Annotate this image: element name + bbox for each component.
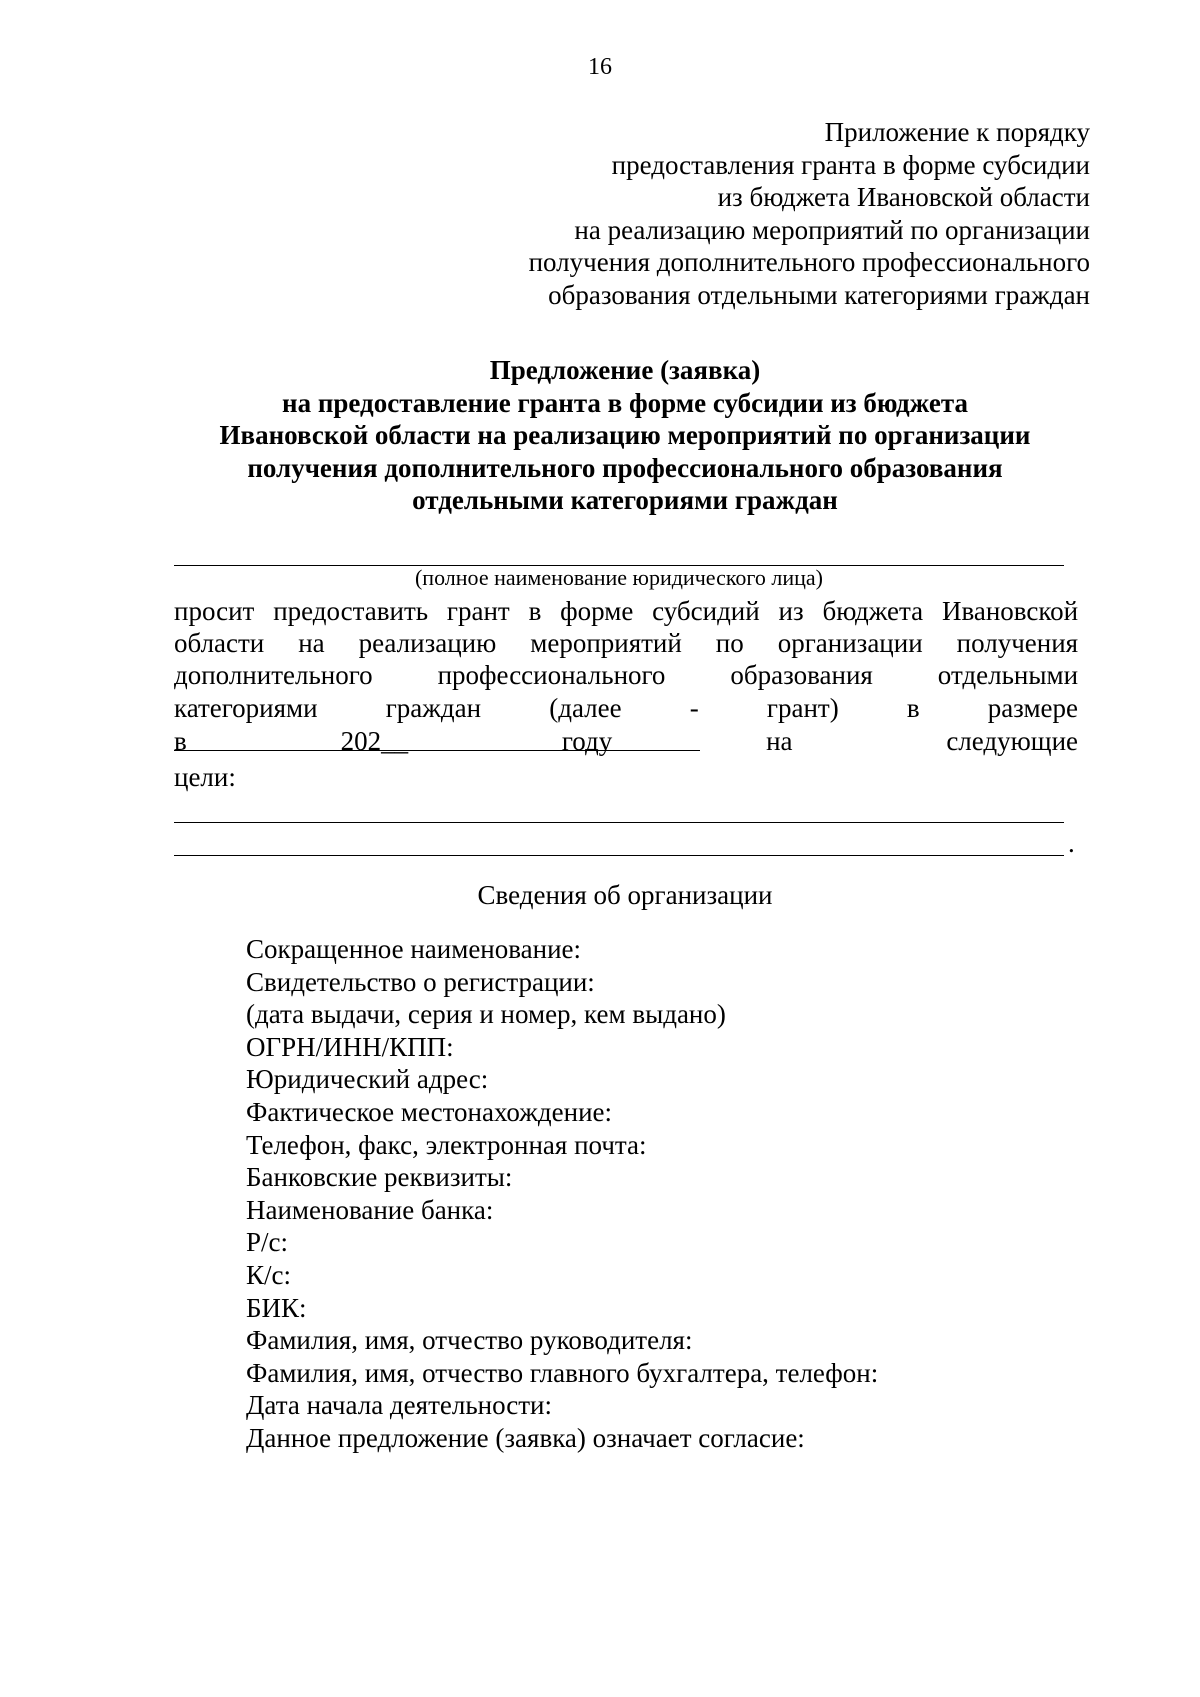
appendix-line: предоставления гранта в форме субсидии — [611, 149, 1090, 180]
org-field-label: Сокращенное наименование: — [246, 934, 582, 964]
org-field-label: Банковские реквизиты: — [246, 1162, 513, 1193]
org-field-label: Фамилия, имя, отчество главного бухгалтера, телефон: — [246, 1357, 879, 1388]
goals-blank-line-1[interactable] — [174, 822, 1064, 823]
request-line-1: просит предоставить грант в форме субсидий из бюджета Ивановской — [174, 596, 1078, 626]
org-field-label: Наименование банка: — [246, 1194, 494, 1225]
appendix-line: получения дополнительного профессионального — [528, 247, 1090, 278]
org-field-label: Фактическое местонахождение: — [246, 1096, 613, 1127]
request-line-3: дополнительного профессионального образования отдельными — [174, 660, 1078, 690]
org-field-label: Дата начала деятельности: — [246, 1390, 552, 1421]
request-line-5: в 202__ году на следующие — [174, 726, 1078, 756]
title-line: на предоставление гранта в форме субсидии из бюджета — [282, 387, 968, 418]
org-fields-list — [246, 933, 1146, 1455]
appendix-line: образования отдельными категориями граждан — [548, 279, 1090, 310]
document-title — [0, 354, 1200, 517]
org-field-label: ОГРН/ИНН/КПП: — [246, 1031, 454, 1062]
title-line: получения дополнительного профессионального образования — [247, 452, 1003, 483]
goals-blank-line-2[interactable] — [174, 855, 1064, 856]
appendix-line: Приложение к порядку — [824, 117, 1090, 147]
appendix-header — [330, 116, 1090, 312]
org-field-label: К/с: — [246, 1259, 291, 1290]
section-heading: Сведения об организации — [477, 880, 773, 910]
org-field-label: Свидетельство о регистрации: — [246, 966, 595, 997]
org-field-label: БИК: — [246, 1292, 307, 1323]
entity-name-caption: (полное наименование юридического лица) — [414, 565, 824, 590]
request-line-2: области на реализацию мероприятий по организации получения — [174, 628, 1078, 658]
page-number: 16 — [588, 54, 612, 80]
org-field-label: Р/с: — [246, 1227, 289, 1258]
title-line: отдельными категориями граждан — [412, 485, 838, 516]
grant-amount-underline — [174, 750, 700, 751]
request-line-4: категориями граждан (далее - грант) в размере — [174, 693, 1078, 723]
org-field-label: Данное предложение (заявка) означает согласие: — [246, 1422, 805, 1453]
org-field-label: Юридический адрес: — [246, 1064, 489, 1095]
title-line: Ивановской области на реализацию мероприятий по организации — [219, 420, 1031, 451]
org-field-label: (дата выдачи, серия и номер, кем выдано) — [246, 999, 726, 1030]
appendix-line: из бюджета Ивановской области — [717, 182, 1090, 213]
org-field-label: Телефон, факс, электронная почта: — [246, 1129, 647, 1160]
appendix-line: на реализацию мероприятий по организации — [574, 214, 1090, 245]
org-field-label: Фамилия, имя, отчество руководителя: — [246, 1325, 693, 1356]
goals-label: цели: — [174, 762, 236, 792]
goals-end-mark: . — [1068, 828, 1075, 858]
title-line: Предложение (заявка) — [489, 355, 761, 385]
